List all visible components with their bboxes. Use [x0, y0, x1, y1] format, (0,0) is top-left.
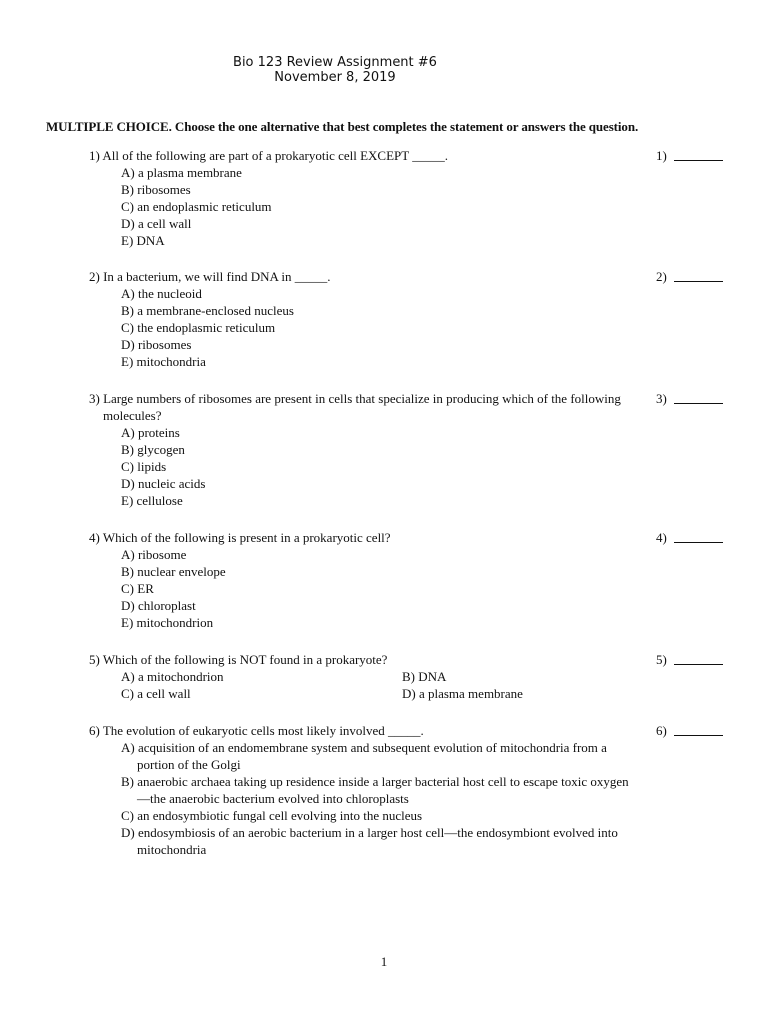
question-stem: 6) The evolution of eukaryotic cells most likely involved _____. [89, 723, 424, 738]
option-b: B) a membrane-enclosed nucleus [121, 303, 294, 318]
option-b: B) glycogen [121, 442, 185, 457]
question-5 [89, 651, 729, 702]
option-a: A) proteins [121, 425, 180, 440]
option-b: B) ribosomes [121, 182, 191, 197]
option-row [89, 685, 729, 702]
option-d: D) nucleic acids [121, 476, 206, 491]
option-row [89, 668, 729, 685]
answer-number: 6) [656, 723, 667, 738]
answer-number: 2) [656, 269, 667, 284]
option-c: C) ER [121, 581, 154, 596]
question-stem: 2) In a bacterium, we will find DNA in _____. [89, 269, 331, 284]
answer-blank[interactable] [674, 542, 723, 543]
option-b: B) anaerobic archaea taking up residence inside a larger bacterial host cell to escape toxic oxygen—the anaerobic bacterium evolved into chloroplasts [121, 774, 629, 806]
option-e: E) cellulose [121, 493, 183, 508]
answer-number: 4) [656, 530, 667, 545]
option-d: D) endosymbiosis of an aerobic bacterium in a larger host cell—the endosymbiont evolved into mitochondria [121, 825, 618, 857]
answer-blank[interactable] [674, 403, 723, 404]
question-6 [89, 722, 729, 858]
question-3 [89, 390, 729, 509]
document-title: Bio 123 Review Assignment #6 [233, 55, 437, 70]
answer-blank[interactable] [674, 281, 723, 282]
document-header [0, 55, 768, 85]
option-d: D) a cell wall [121, 216, 192, 231]
option-a: A) the nucleoid [121, 286, 202, 301]
option-b: B) nuclear envelope [121, 564, 226, 579]
instructions: MULTIPLE CHOICE. Choose the one alternative that best completes the statement or answers the question. [46, 119, 639, 134]
option-b: B) DNA [402, 669, 447, 684]
question-2 [89, 268, 729, 370]
option-a: A) acquisition of an endomembrane system and subsequent evolution of mitochondria from a portion of the Golgi [121, 740, 607, 772]
option-e: E) mitochondria [121, 354, 206, 369]
question-4 [89, 529, 729, 631]
option-a: A) a plasma membrane [121, 165, 242, 180]
option-d: D) chloroplast [121, 598, 196, 613]
answer-blank[interactable] [674, 160, 723, 161]
answer-number: 5) [656, 652, 667, 667]
option-d: D) ribosomes [121, 337, 192, 352]
question-stem: 5) Which of the following is NOT found in a prokaryote? [89, 652, 388, 667]
option-c: C) an endosymbiotic fungal cell evolving into the nucleus [121, 808, 423, 823]
option-e: E) mitochondrion [121, 615, 214, 630]
option-e: E) DNA [121, 233, 165, 248]
question-stem: 1) All of the following are part of a prokaryotic cell EXCEPT _____. [89, 148, 448, 163]
option-c: C) the endoplasmic reticulum [121, 320, 276, 335]
question-stem: 3) Large numbers of ribosomes are present in cells that specialize in producing which of the following molecules? [89, 391, 621, 423]
option-c: C) an endoplasmic reticulum [121, 199, 272, 214]
page-footer [0, 954, 768, 970]
option-d: D) a plasma membrane [402, 686, 523, 701]
option-a: A) ribosome [121, 547, 187, 562]
page-number: 1 [380, 954, 388, 969]
option-a: A) a mitochondrion [121, 669, 224, 684]
question-1 [89, 147, 729, 249]
answer-number: 1) [656, 148, 667, 163]
option-c: C) a cell wall [121, 686, 191, 701]
answer-blank[interactable] [674, 735, 723, 736]
question-stem: 4) Which of the following is present in a prokaryotic cell? [89, 530, 391, 545]
answer-number: 3) [656, 391, 667, 406]
document-date: November 8, 2019 [274, 70, 396, 85]
answer-blank[interactable] [674, 664, 723, 665]
option-c: C) lipids [121, 459, 167, 474]
